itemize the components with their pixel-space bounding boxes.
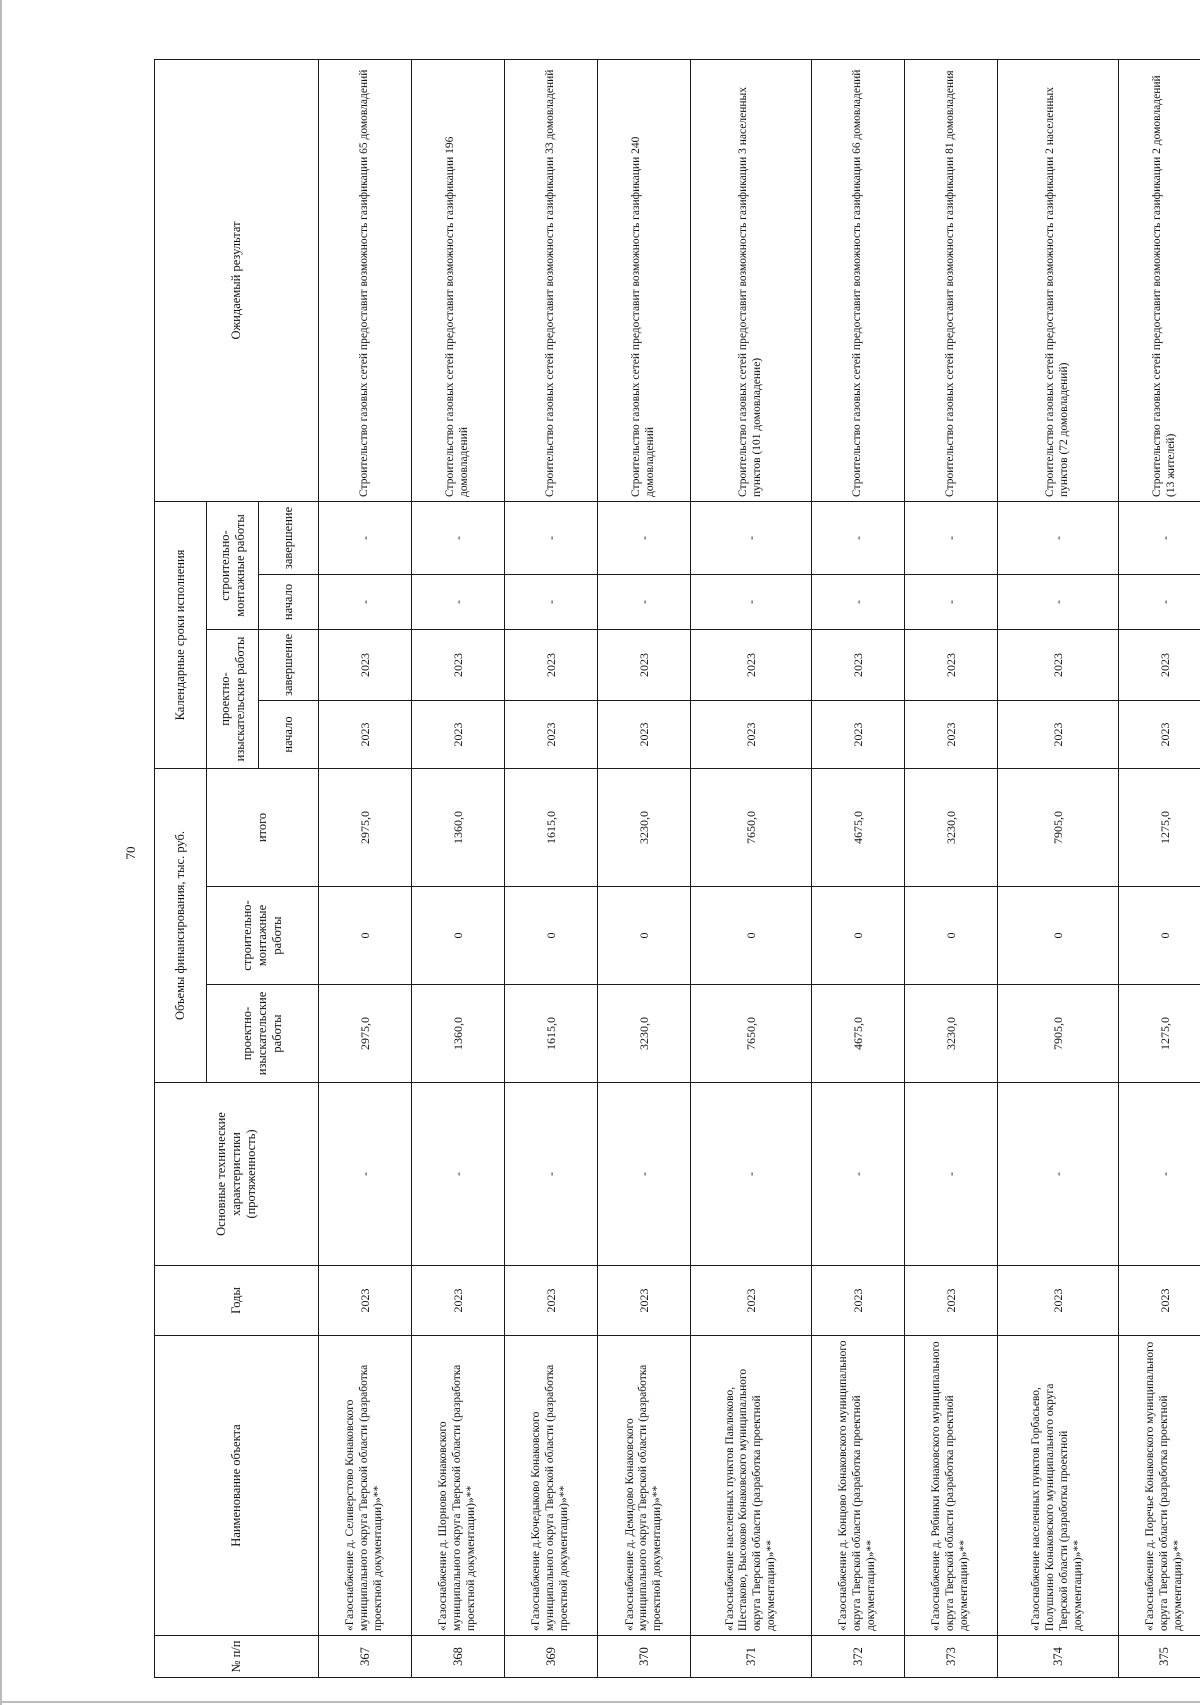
table-row — [998, 59, 1119, 1677]
cell-year: 2023 — [505, 1266, 598, 1336]
cell-year: 2023 — [1118, 1266, 1200, 1336]
table-row — [505, 59, 598, 1677]
cell-result: Строительство газовых сетей предоставит возможность газификации 240 домовладений — [598, 59, 691, 501]
cell-smr-end: - — [412, 501, 505, 574]
cell-tech: - — [998, 1083, 1119, 1266]
header-design: проектно-изыскательские работы — [207, 985, 319, 1083]
cell-name: «Газоснабжение д. Поречье Конаковского муниципального округа Тверской области (разработка проектной документации)»** — [1118, 1336, 1200, 1636]
cell-pir-end: 2023 — [598, 630, 691, 701]
cell-total: 3230,0 — [905, 769, 998, 887]
header-design-works: проектно-изыскательские работы — [207, 630, 259, 769]
cell-year: 2023 — [905, 1266, 998, 1336]
table-row — [598, 59, 691, 1677]
cell-pir-end: 2023 — [998, 630, 1119, 701]
cell-tech: - — [412, 1083, 505, 1266]
cell-pir-end: 2023 — [412, 630, 505, 701]
cell-pir-end: 2023 — [505, 630, 598, 701]
cell-total: 1275,0 — [1118, 769, 1200, 887]
header-smr-start: начало — [259, 575, 319, 630]
table-row — [1118, 59, 1200, 1677]
header-num: № п/п — [155, 1636, 319, 1678]
table-row — [412, 59, 505, 1677]
cell-result: Строительство газовых сетей предоставит возможность газификации 2 домовладений (13 жителей) — [1118, 59, 1200, 501]
cell-design: 2975,0 — [319, 985, 412, 1083]
cell-tech: - — [1118, 1083, 1200, 1266]
header-result: Ожидаемый результат — [155, 59, 319, 501]
cell-num: 372 — [812, 1636, 905, 1678]
header-construction-works: строительно-монтажные работы — [207, 501, 259, 629]
page-number: 70 — [123, 846, 138, 860]
cell-pir-start: 2023 — [412, 701, 505, 769]
cell-result: Строительство газовых сетей предоставит возможность газификации 3 населенных пунктов (101 домовладение) — [691, 59, 812, 501]
header-smr-end: завершение — [259, 501, 319, 574]
cell-construction: 0 — [319, 887, 412, 985]
objects-table — [154, 59, 1200, 1678]
cell-pir-end: 2023 — [812, 630, 905, 701]
cell-result: Строительство газовых сетей предоставит возможность газификации 2 населенных пунктов (72 домовладений) — [998, 59, 1119, 501]
cell-total: 7905,0 — [998, 769, 1119, 887]
cell-design: 4675,0 — [812, 985, 905, 1083]
cell-total: 2975,0 — [319, 769, 412, 887]
header-pir-start: начало — [259, 701, 319, 769]
cell-total: 7650,0 — [691, 769, 812, 887]
cell-smr-start: - — [691, 575, 812, 630]
cell-num: 371 — [691, 1636, 812, 1678]
header-construction: строительно-монтажные работы — [207, 887, 319, 985]
header-finance: Объемы финансирования, тыс. руб. — [155, 769, 207, 1083]
cell-name: «Газоснабжение д. Демидово Конаковского муниципального округа Тверской области (разработка проектной документации)»** — [598, 1336, 691, 1636]
cell-construction: 0 — [812, 887, 905, 985]
cell-result: Строительство газовых сетей предоставит возможность газификации 66 домовладений — [812, 59, 905, 501]
cell-pir-start: 2023 — [319, 701, 412, 769]
cell-pir-start: 2023 — [998, 701, 1119, 769]
cell-year: 2023 — [691, 1266, 812, 1336]
cell-pir-end: 2023 — [691, 630, 812, 701]
cell-num: 369 — [505, 1636, 598, 1678]
scan-edge-left — [0, 0, 2, 1705]
cell-smr-end: - — [812, 501, 905, 574]
rotated-table-container — [154, 60, 1200, 1678]
cell-pir-start: 2023 — [598, 701, 691, 769]
cell-design: 1360,0 — [412, 985, 505, 1083]
cell-construction: 0 — [1118, 887, 1200, 985]
header-years: Годы — [155, 1266, 319, 1336]
cell-smr-start: - — [412, 575, 505, 630]
cell-tech: - — [505, 1083, 598, 1266]
cell-smr-start: - — [905, 575, 998, 630]
cell-design: 1275,0 — [1118, 985, 1200, 1083]
cell-design: 1615,0 — [505, 985, 598, 1083]
cell-construction: 0 — [691, 887, 812, 985]
header-total: итого — [207, 769, 319, 887]
cell-design: 3230,0 — [905, 985, 998, 1083]
cell-construction: 0 — [505, 887, 598, 985]
cell-num: 374 — [998, 1636, 1119, 1678]
cell-pir-start: 2023 — [1118, 701, 1200, 769]
cell-design: 7905,0 — [998, 985, 1119, 1083]
cell-construction: 0 — [598, 887, 691, 985]
cell-smr-start: - — [1118, 575, 1200, 630]
cell-tech: - — [905, 1083, 998, 1266]
cell-smr-start: - — [812, 575, 905, 630]
cell-pir-start: 2023 — [812, 701, 905, 769]
cell-name: «Газоснабжение д. Шорново Конаковского муниципального округа Тверской области (разработка проектной документации)»** — [412, 1336, 505, 1636]
header-calendar: Календарные сроки исполнения — [155, 501, 207, 768]
table-row — [812, 59, 905, 1677]
cell-year: 2023 — [319, 1266, 412, 1336]
cell-smr-end: - — [691, 501, 812, 574]
cell-smr-start: - — [598, 575, 691, 630]
cell-result: Строительство газовых сетей предоставит возможность газификации 33 домовладений — [505, 59, 598, 501]
cell-name: «Газоснабжение населенных пунктов Павлюково, Шестаково, Высоково Конаковского муниципального округа Тверской области (разработка проектной документации)»** — [691, 1336, 812, 1636]
cell-design: 3230,0 — [598, 985, 691, 1083]
header-name: Наименование объекта — [155, 1336, 319, 1636]
cell-num: 368 — [412, 1636, 505, 1678]
table-row — [319, 59, 412, 1677]
cell-pir-start: 2023 — [505, 701, 598, 769]
cell-year: 2023 — [812, 1266, 905, 1336]
cell-smr-start: - — [998, 575, 1119, 630]
cell-smr-end: - — [905, 501, 998, 574]
cell-pir-end: 2023 — [905, 630, 998, 701]
cell-construction: 0 — [905, 887, 998, 985]
cell-tech: - — [691, 1083, 812, 1266]
cell-construction: 0 — [998, 887, 1119, 985]
cell-total: 1360,0 — [412, 769, 505, 887]
table-row — [905, 59, 998, 1677]
cell-smr-end: - — [319, 501, 412, 574]
cell-pir-end: 2023 — [319, 630, 412, 701]
cell-smr-start: - — [319, 575, 412, 630]
table-body — [319, 59, 1200, 1677]
cell-year: 2023 — [412, 1266, 505, 1336]
cell-smr-end: - — [1118, 501, 1200, 574]
cell-name: «Газоснабжение д. Концово Конаковского муниципального округа Тверской области (разработка проектной документации)»** — [812, 1336, 905, 1636]
cell-total: 3230,0 — [598, 769, 691, 887]
cell-num: 370 — [598, 1636, 691, 1678]
table-row — [691, 59, 812, 1677]
cell-result: Строительство газовых сетей предоставит возможность газификации 81 домовладения — [905, 59, 998, 501]
cell-construction: 0 — [412, 887, 505, 985]
cell-pir-start: 2023 — [691, 701, 812, 769]
header-pir-end: завершение — [259, 630, 319, 701]
scan-edge-bottom — [0, 1701, 1200, 1703]
cell-total: 1615,0 — [505, 769, 598, 887]
cell-year: 2023 — [998, 1266, 1119, 1336]
cell-smr-end: - — [598, 501, 691, 574]
cell-tech: - — [598, 1083, 691, 1266]
cell-pir-start: 2023 — [905, 701, 998, 769]
header-tech: Основные технические характеристики (протяженность) — [155, 1083, 319, 1266]
cell-name: «Газоснабжение д. Селиверстово Конаковского муниципального округа Тверской области (разработка проектной документации)»** — [319, 1336, 412, 1636]
cell-num: 373 — [905, 1636, 998, 1678]
cell-tech: - — [319, 1083, 412, 1266]
cell-num: 375 — [1118, 1636, 1200, 1678]
cell-year: 2023 — [598, 1266, 691, 1336]
cell-design: 7650,0 — [691, 985, 812, 1083]
cell-tech: - — [812, 1083, 905, 1266]
cell-smr-end: - — [505, 501, 598, 574]
cell-name: «Газоснабжение населенных пунктов Горбасьево, Полушкино Конаковского муниципального округа Тверской области (разработка проектной документации)»** — [998, 1336, 1119, 1636]
cell-result: Строительство газовых сетей предоставит возможность газификации 65 домовладений — [319, 59, 412, 501]
cell-pir-end: 2023 — [1118, 630, 1200, 701]
cell-num: 367 — [319, 1636, 412, 1678]
cell-name: «Газоснабжение д.Кочедыково Конаковского муниципального округа Тверской области (разработка проектной документации)»** — [505, 1336, 598, 1636]
cell-smr-start: - — [505, 575, 598, 630]
cell-total: 4675,0 — [812, 769, 905, 887]
cell-name: «Газоснабжение д. Рябинки Конаковского муниципального округа Тверской области (разработка проектной документации)»** — [905, 1336, 998, 1636]
cell-smr-end: - — [998, 501, 1119, 574]
cell-result: Строительство газовых сетей предоставит возможность газификации 196 домовладений — [412, 59, 505, 501]
